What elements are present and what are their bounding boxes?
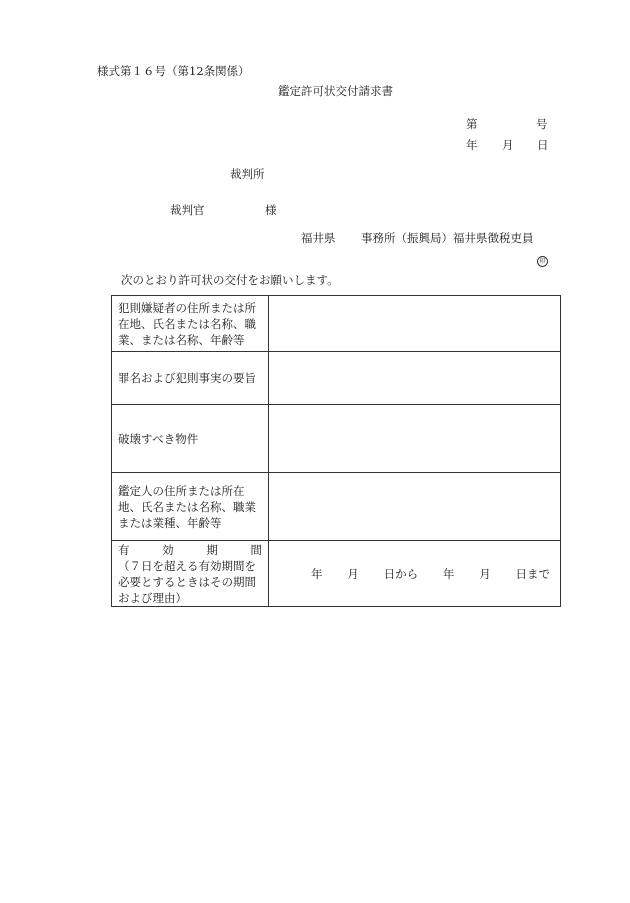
period-to-day: 日まで xyxy=(515,566,550,581)
table-row xyxy=(112,352,561,405)
form-number: 様式第１６号（第12条関係） xyxy=(97,64,250,78)
applicant-prefecture: 福井県 xyxy=(301,231,336,245)
request-table xyxy=(111,295,561,607)
judge-label: 裁判官 xyxy=(170,203,205,217)
intro-text: 次のとおり許可状の交付をお願いします。 xyxy=(121,273,339,287)
period-label-title: 有 効 期 間 xyxy=(118,542,262,557)
period-value[interactable] xyxy=(269,541,561,607)
row-label: 破壊すべき物件 xyxy=(112,405,269,473)
applicant-office: 事務所（振興局）福井県徴税吏員 xyxy=(361,231,534,245)
table-row xyxy=(112,405,561,473)
date-day: 日 xyxy=(537,138,549,152)
row-label: 罪名および犯則事実の要旨 xyxy=(112,352,269,405)
seal-mark xyxy=(537,252,548,267)
doc-number-suffix: 号 xyxy=(536,117,548,131)
row-value[interactable] xyxy=(269,296,561,352)
period-label: 有 効 期 間 （７日を超える有効期間を 必要とするときはその期間 および理由） xyxy=(112,541,269,607)
judge-honorific: 様 xyxy=(265,203,277,217)
court-name: 裁判所 xyxy=(230,167,265,181)
row-label: 鑑定人の住所または所在 地、氏名または名称、職業 または業種、年齢等 xyxy=(112,473,269,541)
row-label: 犯則嫌疑者の住所または所 在地、氏名または名称、職 業、または名称、年齢等 xyxy=(112,296,269,352)
doc-number-prefix: 第 xyxy=(466,117,478,131)
period-from-year: 年 xyxy=(311,566,323,581)
period-to-year: 年 xyxy=(442,566,455,581)
table-row xyxy=(112,296,561,352)
date-month: 月 xyxy=(502,138,514,152)
row-value[interactable] xyxy=(269,352,561,405)
date-year: 年 xyxy=(466,138,478,152)
period-to-month: 月 xyxy=(479,566,491,581)
row-value[interactable] xyxy=(269,405,561,473)
table-row xyxy=(112,473,561,541)
row-value[interactable] xyxy=(269,473,561,541)
seal-icon: 印 xyxy=(537,256,548,267)
period-from-day: 日から xyxy=(383,566,419,581)
document-title: 鑑定許可状交付請求書 xyxy=(278,84,393,98)
table-row-period xyxy=(112,541,561,607)
period-from-month: 月 xyxy=(347,566,359,581)
